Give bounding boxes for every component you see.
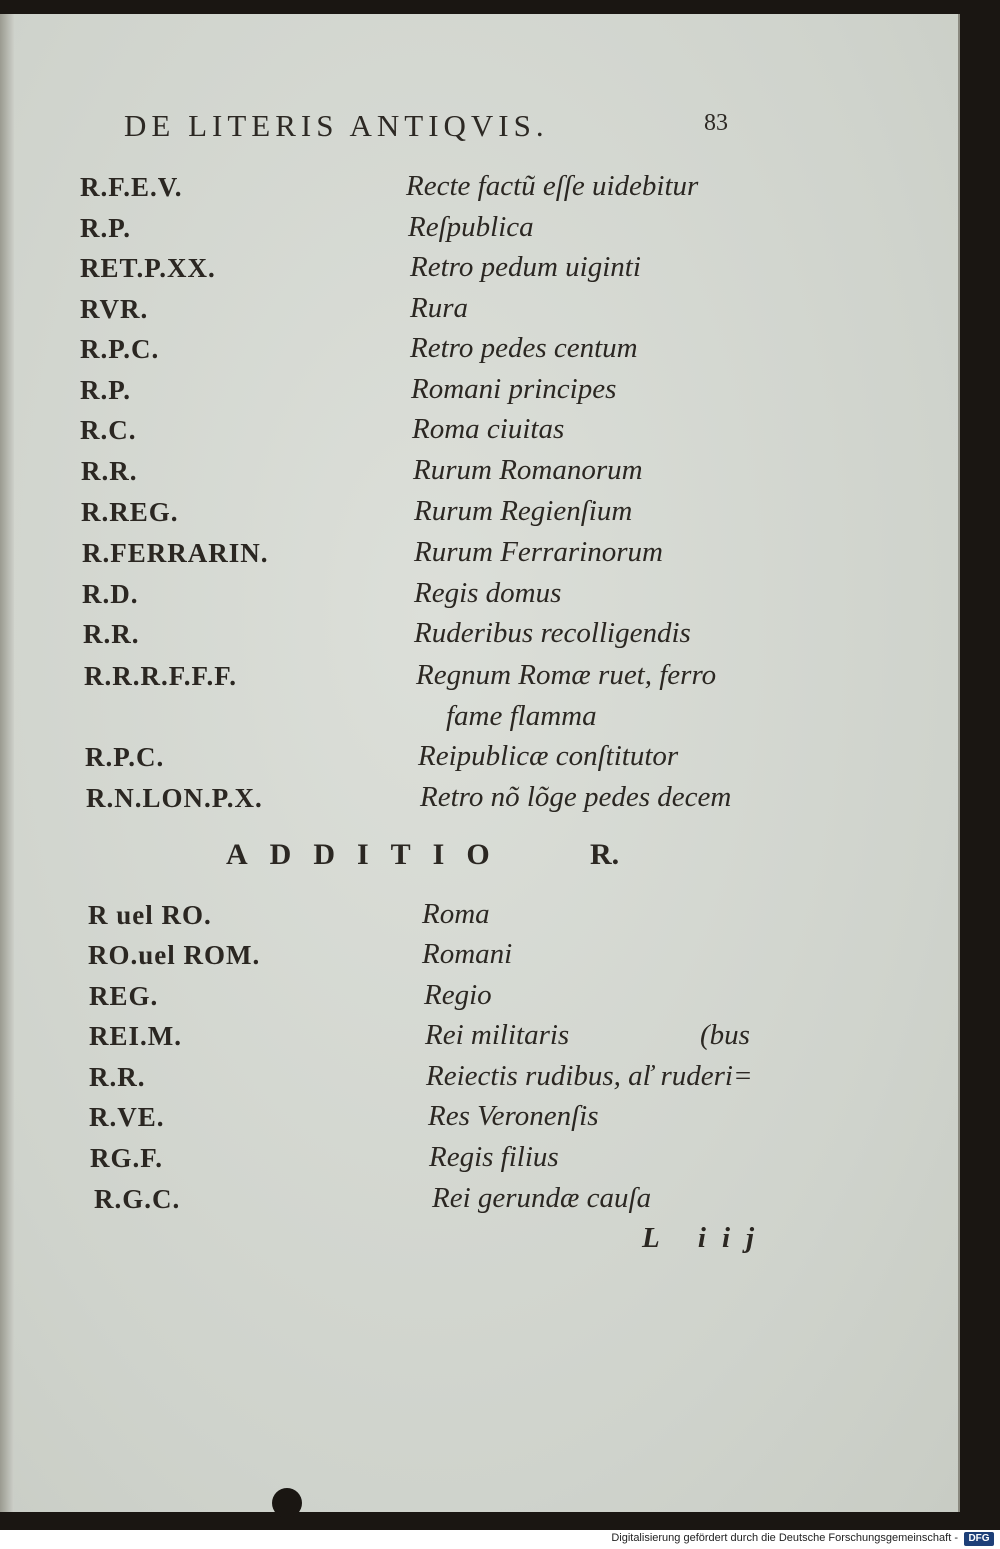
abbreviation: RG.F.: [90, 1143, 164, 1173]
expansion: Regnum Romæ ruet, ferro: [416, 659, 717, 691]
expansion: Regis domus: [414, 577, 562, 609]
signature-mark: L iij: [642, 1222, 771, 1254]
abbreviation: R.D.: [82, 579, 139, 609]
expansion-overflow: (bus: [700, 1019, 750, 1051]
running-head-title: DE LITERIS ANTIQVIS.: [124, 108, 549, 143]
expansion: Retro pedum uiginti: [410, 251, 641, 283]
funding-credit: Digitalisierung gefördert durch die Deutsche Forschungsgemeinschaft -: [611, 1532, 958, 1544]
section-heading-letter: R.: [590, 838, 620, 871]
abbreviation: R.P.: [80, 375, 132, 405]
abbreviation: R uel RO.: [88, 900, 212, 930]
abbreviation: R.P.: [80, 213, 132, 243]
expansion: Rei militaris: [425, 1019, 570, 1051]
expansion: Rura: [410, 292, 468, 324]
abbreviation: R.C.: [80, 415, 137, 445]
abbreviation: RO.uel ROM.: [88, 940, 261, 970]
expansion: Regis filius: [429, 1141, 559, 1173]
expansion: Romani principes: [411, 373, 617, 405]
abbreviation: R.P.C.: [80, 334, 160, 364]
expansion: Regio: [424, 979, 492, 1011]
abbreviation: R.R.: [81, 456, 138, 486]
expansion: Rurum Ferrarinorum: [414, 536, 663, 568]
abbreviation: R.REG.: [81, 497, 179, 527]
abbreviation: R.N.LON.P.X.: [86, 783, 263, 813]
expansion-continuation: fame flamma: [446, 700, 597, 732]
abbreviation: R.R.R.F.F.F.: [84, 661, 238, 691]
expansion: Recte factũ eſſe uidebitur: [406, 170, 699, 202]
abbreviation: R.R.: [83, 619, 140, 649]
abbreviation: RET.P.XX.: [80, 253, 216, 283]
section-heading: [226, 838, 746, 878]
page-gutter: [0, 14, 14, 1512]
abbreviation: REG.: [89, 981, 159, 1011]
page-number: 83: [704, 110, 728, 136]
expansion: Romani: [422, 938, 513, 970]
abbreviation: R.P.C.: [85, 742, 165, 772]
abbreviation: R.VE.: [89, 1102, 165, 1132]
dfg-logo: DFG: [964, 1532, 994, 1546]
ink-blot: [272, 1488, 302, 1518]
expansion: Reiectis rudibus, aľ ruderi=: [426, 1060, 753, 1092]
expansion: Rei gerundæ cauſa: [432, 1182, 652, 1214]
section-heading-word: ADDITIO: [226, 838, 512, 871]
expansion: Reſpublica: [408, 211, 534, 243]
expansion: Rurum Regienſium: [414, 495, 633, 527]
expansion: Res Veronenſis: [428, 1100, 599, 1132]
expansion: Rurum Romanorum: [413, 454, 643, 486]
expansion: Ruderibus recolligendis: [414, 617, 691, 649]
expansion: Roma ciuitas: [412, 413, 565, 445]
abbreviation: R.R.: [89, 1062, 146, 1092]
expansion: Reipublicæ conſtitutor: [418, 740, 679, 772]
expansion: Retro pedes centum: [410, 332, 638, 364]
abbreviation: R.G.C.: [94, 1184, 181, 1214]
abbreviation: REI.M.: [89, 1021, 182, 1051]
abbreviation: R.F.E.V.: [80, 172, 183, 202]
abbreviation: R.FERRARIN.: [82, 538, 269, 568]
abbreviation: RVR.: [80, 294, 149, 324]
expansion: Roma: [422, 898, 490, 930]
expansion: Retro nõ lõge pedes decem: [420, 781, 732, 813]
